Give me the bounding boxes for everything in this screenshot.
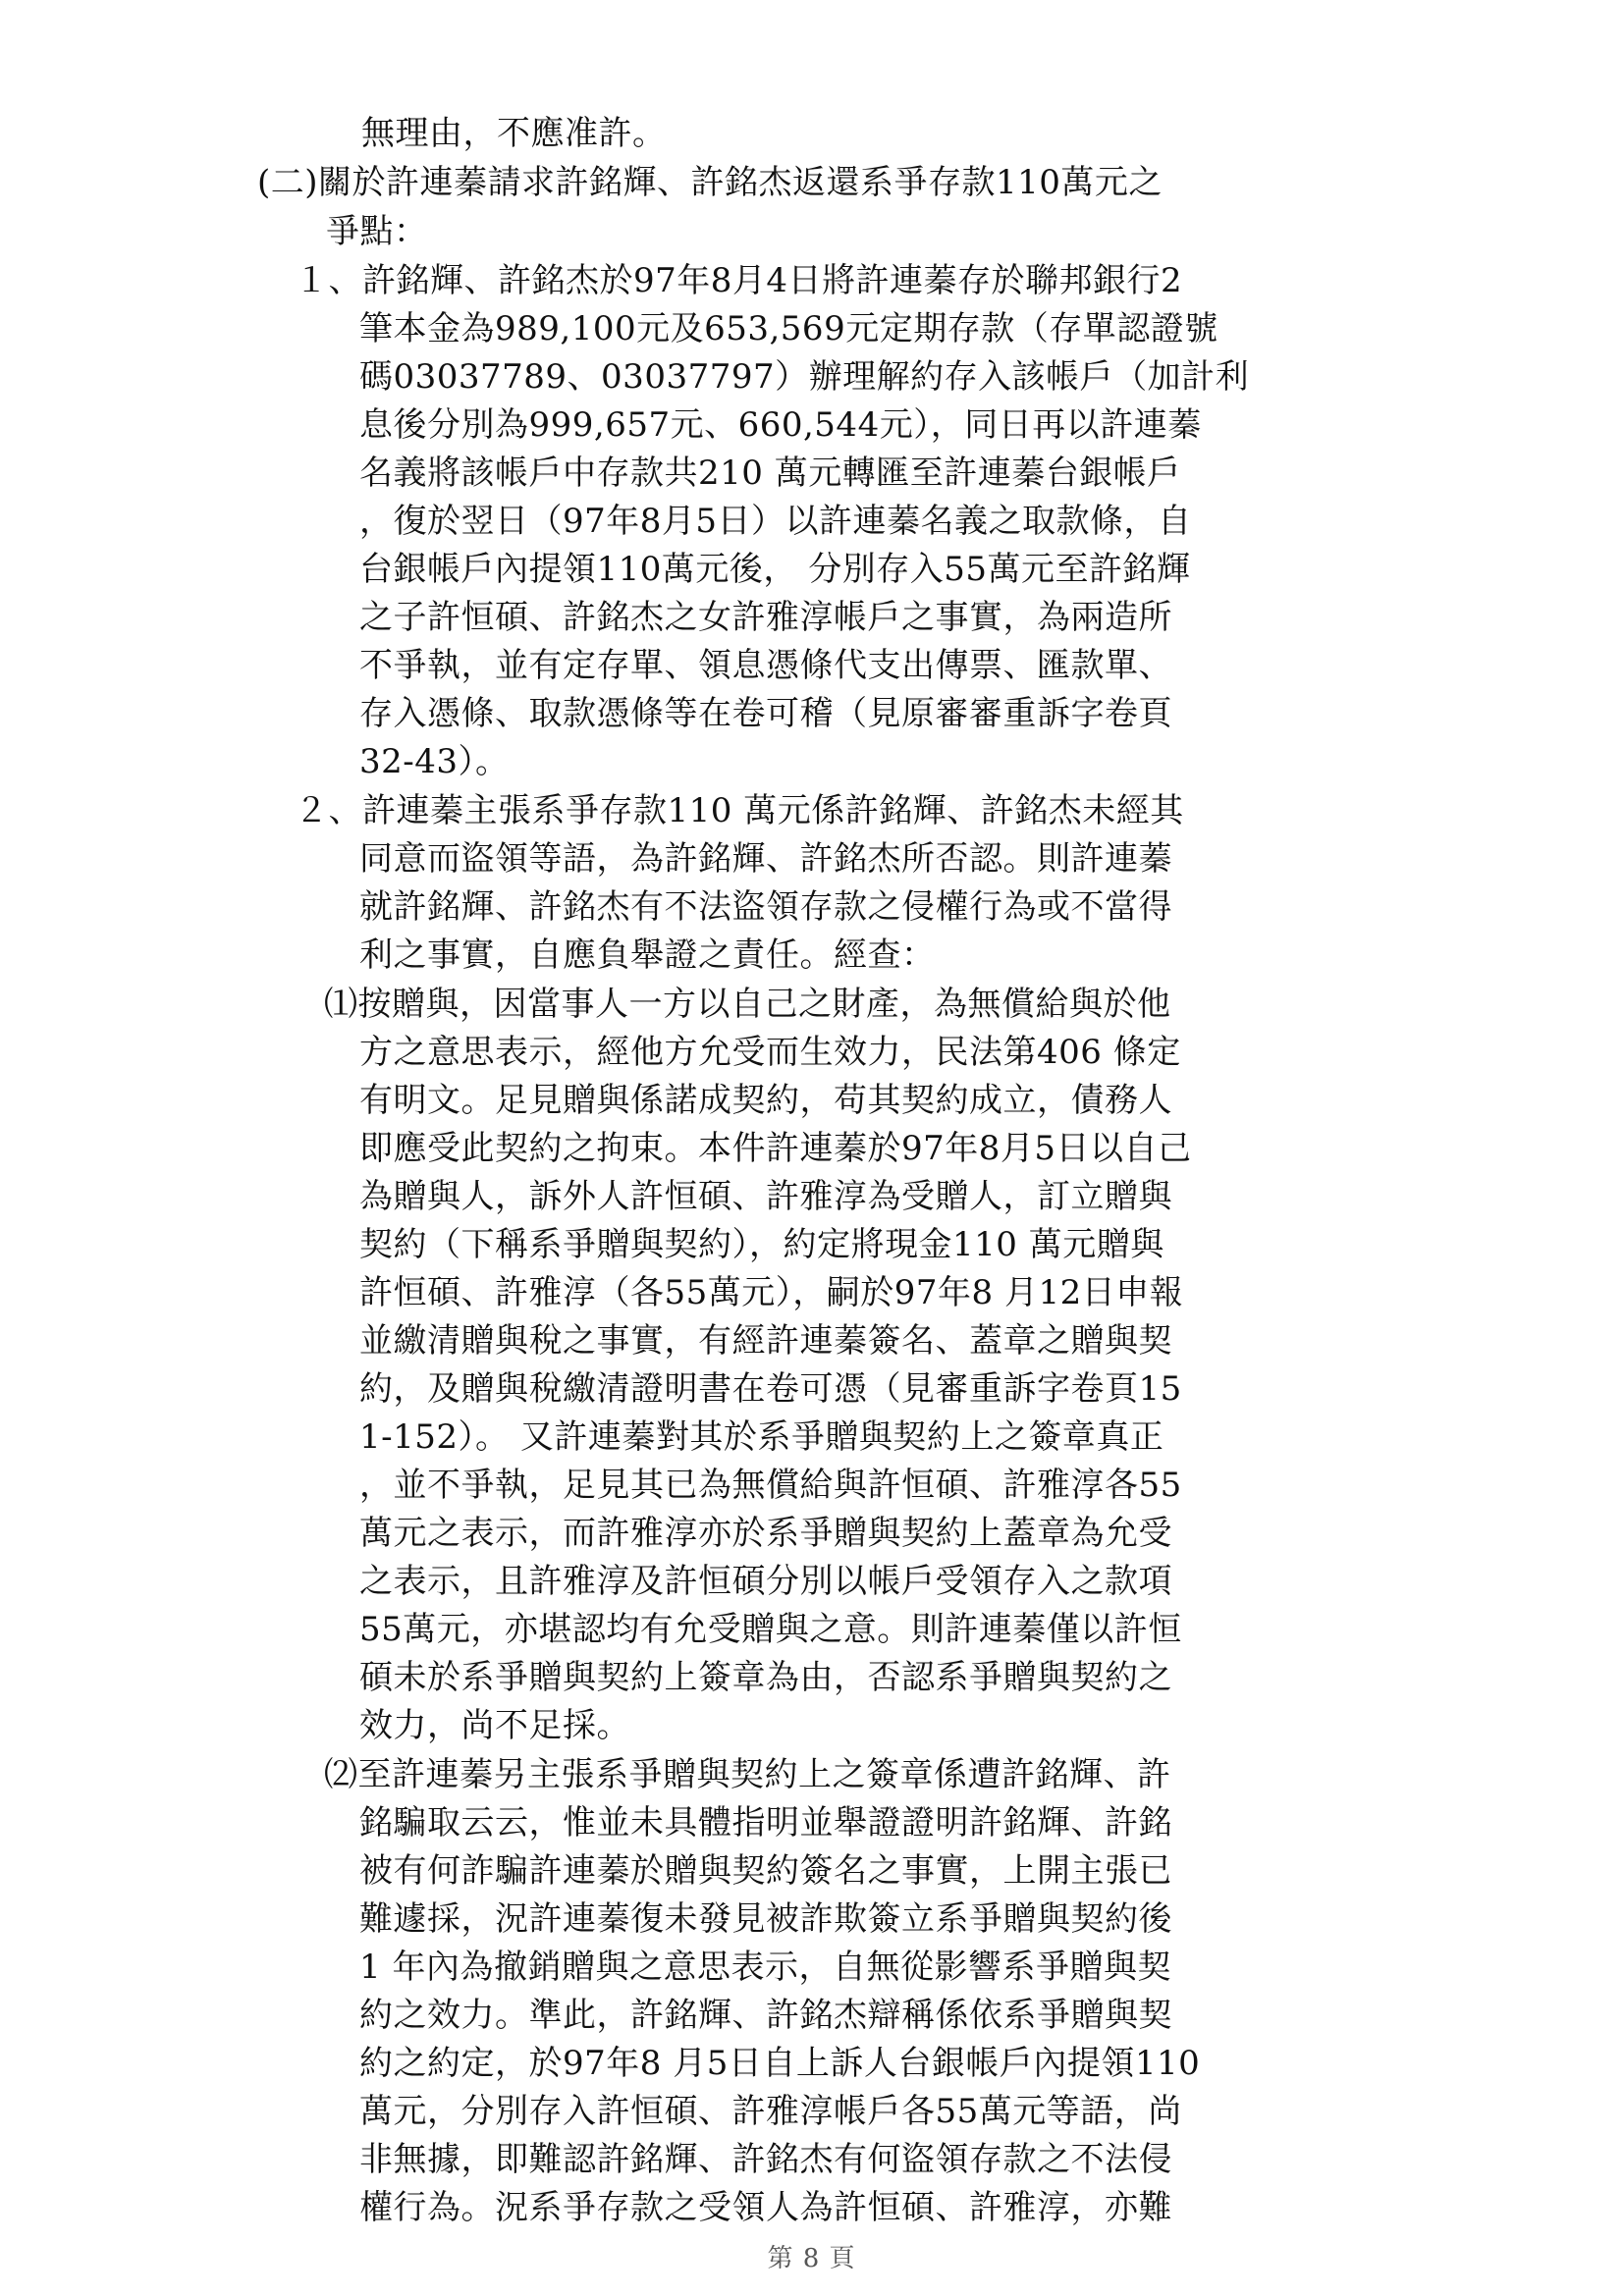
section-heading: (二)關於許連蓁請求許銘輝、許銘杰返還系爭存款110萬元之 [257,163,1163,202]
sub-item-heading: ⑵至許連蓁另主張系爭贈與契約上之簽章係遭許銘輝、許 [324,1755,1171,1794]
text-line: 萬元之表示，而許雅淳亦於系爭贈與契約上蓋章為允受 [359,1514,1172,1553]
text-line: 契約（下稱系爭贈與契約），約定將現金110 萬元贈與 [359,1225,1164,1264]
text-line: 有明文。足見贈與係諾成契約，苟其契約成立，債務人 [359,1081,1172,1120]
text-line: ，並不爭執，足見其已為無償給與許恒碩、許雅淳各55 [359,1466,1182,1505]
text-line: 萬元，分別存入許恒碩、許雅淳帳戶各55萬元等語，尚 [359,2092,1182,2131]
text-line: 效力，尚不足採。 [359,1706,630,1745]
text-line: 名義將該帳戶中存款共210 萬元轉匯至許連蓁台銀帳戶 [359,454,1181,493]
text-line: 同意而盜領等語，為許銘輝、許銘杰所否認。則許連蓁 [359,839,1172,879]
text-line: 被有何詐騙許連蓁於贈與契約簽名之事實，上開主張已 [359,1851,1172,1891]
text-line: 碩未於系爭贈與契約上簽章為由，否認系爭贈與契約之 [359,1658,1172,1697]
text-line: 之子許恒碩、許銘杰之女許雅淳帳戶之事實，為兩造所 [359,598,1172,637]
item-heading: ２、許連蓁主張系爭存款110 萬元係許銘輝、許銘杰未經其 [295,791,1184,830]
text-line: 無理由，不應准許。 [361,114,667,153]
text-line: 不爭執，並有定存單、領息憑條代支出傳票、匯款單、 [359,646,1172,685]
text-line: 非無據，即難認許銘輝、許銘杰有何盜領存款之不法侵 [359,2140,1172,2179]
page-number: 第 8 頁 [767,2244,856,2273]
item-heading: １、許銘輝、許銘杰於97年8月4日將許連蓁存於聯邦銀行2 [295,261,1183,300]
text-line: 存入憑條、取款憑條等在卷可稽（見原審審重訴字卷頁 [359,694,1172,733]
text-line: 息後分別為999,657元、660,544元），同日再以許連蓁 [359,405,1202,445]
text-line: 爭點： [326,212,428,251]
text-line: 並繳清贈與稅之事實，有經許連蓁簽名、蓋章之贈與契 [359,1321,1172,1361]
text-line: 台銀帳戶內提領110萬元後， 分別存入55萬元至許銘輝 [359,550,1191,589]
text-line: 即應受此契約之拘束。本件許連蓁於97年8月5日以自己 [359,1129,1192,1168]
text-line: 1-152）。 又許連蓁對其於系爭贈與契約上之簽章真正 [359,1417,1164,1457]
text-line: 碼03037789、03037797）辦理解約存入該帳戶（加計利 [359,357,1250,397]
text-line: 方之意思表示，經他方允受而生效力，民法第406 條定 [359,1033,1181,1072]
text-line: 就許銘輝、許銘杰有不法盜領存款之侵權行為或不當得 [359,887,1172,927]
sub-item-heading: ⑴按贈與，因當事人一方以自己之財產，為無償給與於他 [324,985,1171,1024]
text-line: 之表示，且許雅淳及許恒碩分別以帳戶受領存入之款項 [359,1562,1172,1601]
text-line: 難遽採，況許連蓁復未發見被詐欺簽立系爭贈與契約後 [359,1899,1172,1939]
text-line: ，復於翌日（97年8月5日）以許連蓁名義之取款條，自 [359,502,1192,541]
text-line: 筆本金為989,100元及653,569元定期存款（存單認證號 [359,309,1218,348]
text-line: 約，及贈與稅繳清證明書在卷可憑（見審重訴字卷頁15 [359,1369,1182,1409]
text-line: 為贈與人，訴外人許恒碩、許雅淳為受贈人，訂立贈與 [359,1177,1172,1216]
text-line: 55萬元，亦堪認均有允受贈與之意。則許連蓁僅以許恒 [359,1610,1182,1649]
text-line: 利之事實，自應負舉證之責任。經查： [359,935,936,975]
text-line: 1 年內為撤銷贈與之意思表示，自無從影響系爭贈與契 [359,1948,1171,1987]
text-line: 許恒碩、許雅淳（各55萬元），嗣於97年8 月12日申報 [359,1273,1184,1312]
text-line: 約之效力。準此，許銘輝、許銘杰辯稱係依系爭贈與契 [359,1996,1172,2035]
text-line: 約之約定，於97年8 月5日自上訴人台銀帳戶內提領110 [359,2044,1201,2083]
text-line: 32-43）。 [359,742,510,781]
text-line: 權行為。況系爭存款之受領人為許恒碩、許雅淳，亦難 [359,2188,1172,2227]
text-line: 銘騙取云云，惟並未具體指明並舉證證明許銘輝、許銘 [359,1803,1172,1842]
